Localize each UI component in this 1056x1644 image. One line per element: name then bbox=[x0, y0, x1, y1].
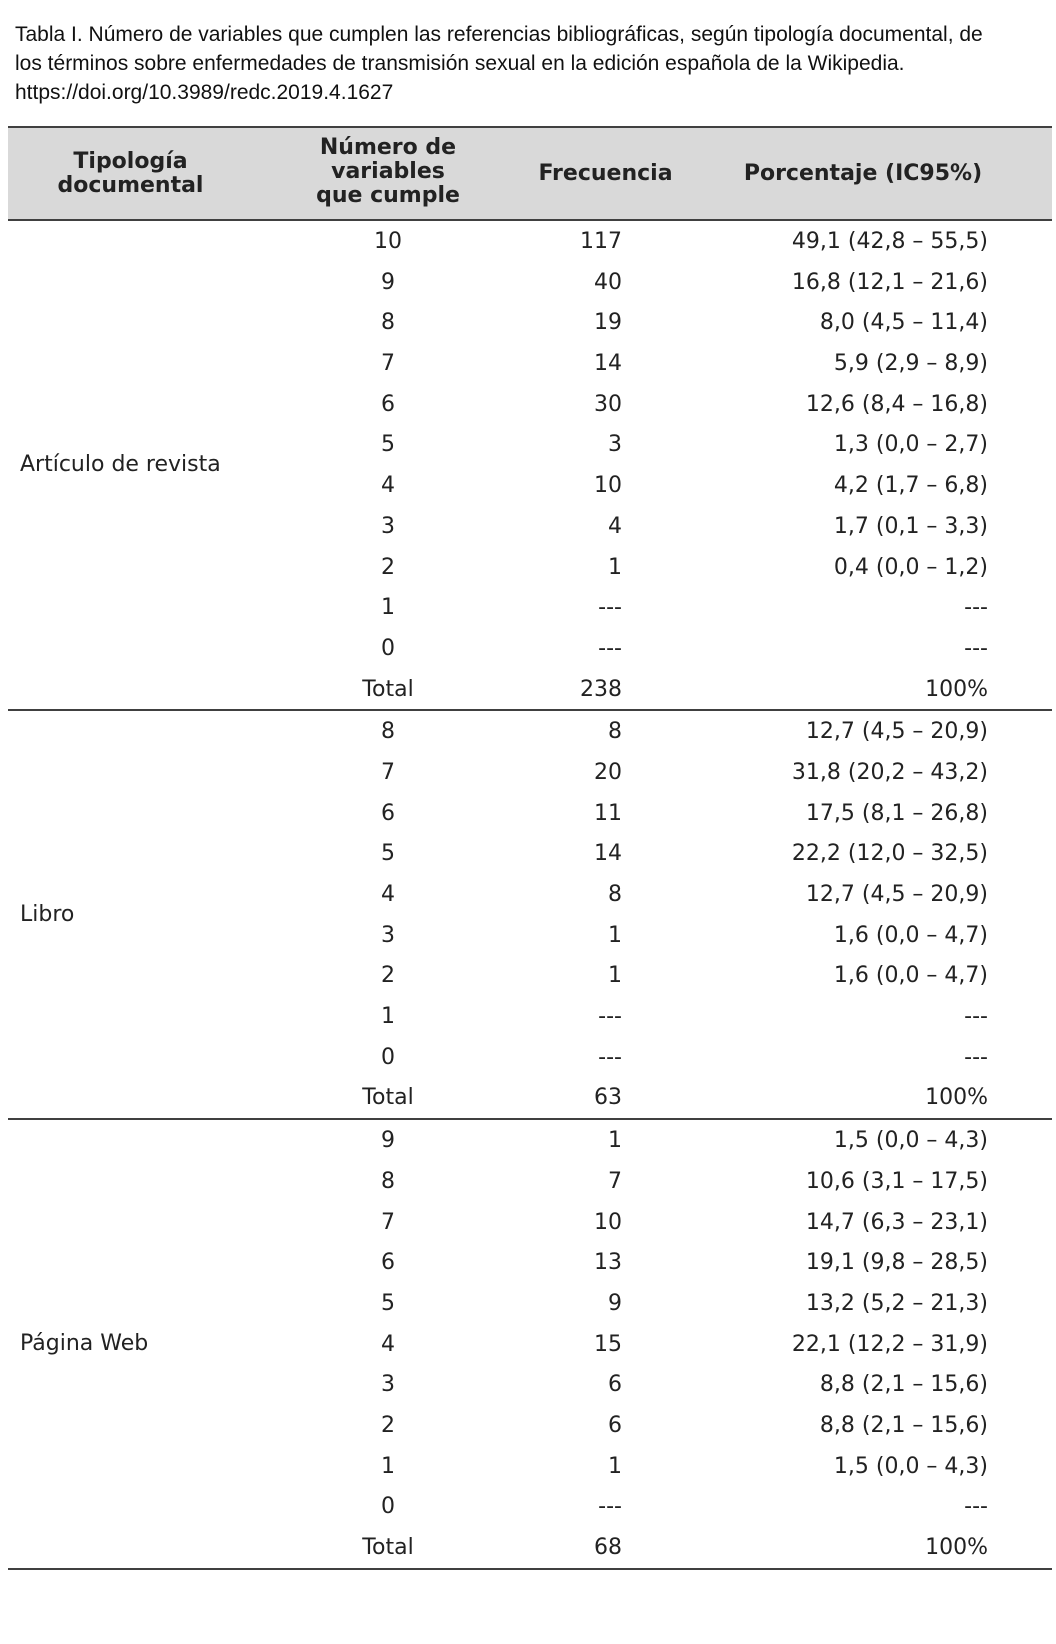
table-row bbox=[8, 669, 1052, 710]
cell-porcentaje: 1,6 (0,0 – 4,7) bbox=[833, 963, 988, 989]
caption-line-1: Tabla I. Número de variables que cumplen las referencias bibliográficas, según tipología documental, de bbox=[15, 23, 983, 46]
cell-frecuencia: 40 bbox=[594, 269, 622, 295]
data-table bbox=[8, 126, 1052, 1570]
cell-porcentaje: --- bbox=[964, 1494, 988, 1520]
cell-frecuencia: 117 bbox=[580, 229, 622, 254]
table-row bbox=[8, 221, 1052, 262]
cell-frecuencia: 1 bbox=[608, 1128, 622, 1154]
table-row bbox=[8, 1405, 1052, 1446]
cell-porcentaje: 10,6 (3,1 – 17,5) bbox=[805, 1168, 988, 1194]
cell-frecuencia: 9 bbox=[608, 1290, 622, 1316]
cell-variables: 0 bbox=[381, 1044, 395, 1070]
cell-variables: 3 bbox=[381, 1372, 395, 1398]
table-row bbox=[8, 1077, 1052, 1118]
cell-porcentaje: 5,9 (2,9 – 8,9) bbox=[833, 351, 988, 377]
cell-porcentaje: 17,5 (8,1 – 26,8) bbox=[805, 800, 988, 826]
cell-variables: 8 bbox=[381, 1168, 395, 1194]
table-row bbox=[8, 711, 1052, 752]
cell-porcentaje: 0,4 (0,0 – 1,2) bbox=[833, 554, 988, 580]
table-row bbox=[8, 1364, 1052, 1405]
cell-frecuencia: 3 bbox=[608, 432, 622, 458]
cell-porcentaje: 12,7 (4,5 – 20,9) bbox=[805, 719, 988, 745]
header-tipologia bbox=[8, 150, 253, 198]
table-row bbox=[8, 874, 1052, 915]
cell-porcentaje: 16,8 (12,1 – 21,6) bbox=[791, 269, 988, 295]
cell-frecuencia: 30 bbox=[594, 391, 622, 417]
cell-variables: 8 bbox=[381, 310, 395, 336]
cell-variables: 0 bbox=[381, 1494, 395, 1520]
cell-porcentaje: 100% bbox=[925, 676, 988, 702]
table-caption bbox=[15, 20, 1045, 107]
cell-frecuencia: 1 bbox=[608, 963, 622, 989]
table-row bbox=[8, 1527, 1052, 1568]
header-numero-line1: Número de bbox=[319, 135, 457, 160]
cell-porcentaje: --- bbox=[964, 1004, 988, 1030]
table-row bbox=[8, 628, 1052, 669]
cell-variables: 7 bbox=[381, 351, 395, 377]
table-row bbox=[8, 752, 1052, 793]
cell-variables: 7 bbox=[381, 759, 395, 785]
table-row bbox=[8, 343, 1052, 384]
cell-porcentaje: 100% bbox=[925, 1085, 988, 1111]
cell-porcentaje: 1,5 (0,0 – 4,3) bbox=[833, 1453, 988, 1479]
cell-frecuencia: 14 bbox=[594, 351, 622, 377]
table-row bbox=[8, 1242, 1052, 1283]
cell-porcentaje: 22,2 (12,0 – 32,5) bbox=[791, 841, 988, 867]
table-row bbox=[8, 1486, 1052, 1527]
table-row bbox=[8, 547, 1052, 588]
table-row bbox=[8, 384, 1052, 425]
cell-variables: 6 bbox=[381, 1250, 395, 1276]
table-row bbox=[8, 996, 1052, 1037]
cell-porcentaje: 1,7 (0,1 – 3,3) bbox=[833, 513, 988, 539]
group-label: Página Web bbox=[20, 1330, 149, 1356]
header-frecuencia: Frecuencia bbox=[538, 161, 673, 186]
table-group bbox=[8, 1118, 1052, 1570]
table-row bbox=[8, 1283, 1052, 1324]
cell-variables: 4 bbox=[381, 473, 395, 499]
cell-variables: 10 bbox=[374, 229, 402, 254]
cell-porcentaje: 8,0 (4,5 – 11,4) bbox=[819, 310, 988, 336]
table-row bbox=[8, 587, 1052, 628]
table-group bbox=[8, 709, 1052, 1118]
cell-variables: Total bbox=[362, 676, 414, 702]
table-row bbox=[8, 506, 1052, 547]
cell-variables: 9 bbox=[381, 1128, 395, 1154]
header-numero-line3: que cumple bbox=[316, 183, 460, 208]
cell-frecuencia: 10 bbox=[594, 473, 622, 499]
cell-porcentaje: 4,2 (1,7 – 6,8) bbox=[833, 473, 988, 499]
caption-doi-link[interactable]: https://doi.org/10.3989/redc.2019.4.1627 bbox=[15, 81, 394, 104]
cell-porcentaje: 1,5 (0,0 – 4,3) bbox=[833, 1128, 988, 1154]
cell-porcentaje: 8,8 (2,1 – 15,6) bbox=[819, 1412, 988, 1438]
table-row bbox=[8, 1202, 1052, 1243]
cell-variables: 2 bbox=[381, 1412, 395, 1438]
cell-frecuencia: 10 bbox=[594, 1209, 622, 1235]
cell-frecuencia: 6 bbox=[608, 1372, 622, 1398]
cell-variables: 3 bbox=[381, 922, 395, 948]
header-tipologia-line2: documental bbox=[57, 173, 204, 198]
cell-frecuencia: 63 bbox=[594, 1085, 622, 1111]
cell-porcentaje: 100% bbox=[925, 1535, 988, 1560]
cell-porcentaje: --- bbox=[964, 635, 988, 661]
cell-porcentaje: 49,1 (42,8 – 55,5) bbox=[791, 229, 988, 254]
cell-frecuencia: 19 bbox=[594, 310, 622, 336]
cell-porcentaje: 1,6 (0,0 – 4,7) bbox=[833, 922, 988, 948]
cell-frecuencia: --- bbox=[598, 635, 622, 661]
cell-frecuencia: --- bbox=[598, 1494, 622, 1520]
cell-variables: 5 bbox=[381, 841, 395, 867]
cell-porcentaje: 31,8 (20,2 – 43,2) bbox=[791, 759, 988, 785]
table-row bbox=[8, 262, 1052, 303]
table-row bbox=[8, 1120, 1052, 1161]
cell-variables: 1 bbox=[381, 595, 395, 621]
cell-variables: 5 bbox=[381, 1290, 395, 1316]
cell-porcentaje: 12,7 (4,5 – 20,9) bbox=[805, 882, 988, 907]
table-row bbox=[8, 915, 1052, 956]
cell-frecuencia: 1 bbox=[608, 1453, 622, 1479]
table-row bbox=[8, 793, 1052, 834]
cell-variables: 2 bbox=[381, 554, 395, 580]
cell-variables: 4 bbox=[381, 1331, 395, 1357]
cell-porcentaje: --- bbox=[964, 1044, 988, 1070]
table-row bbox=[8, 424, 1052, 465]
cell-porcentaje: 1,3 (0,0 – 2,7) bbox=[833, 432, 988, 458]
cell-frecuencia: 4 bbox=[608, 513, 622, 539]
header-porcentaje: Porcentaje (IC95%) bbox=[743, 161, 983, 186]
cell-variables: 6 bbox=[381, 391, 395, 417]
group-label: Libro bbox=[20, 901, 75, 927]
table-row bbox=[8, 1324, 1052, 1365]
group-label: Artículo de revista bbox=[20, 452, 221, 478]
cell-porcentaje: 22,1 (12,2 – 31,9) bbox=[791, 1331, 988, 1357]
cell-porcentaje: 13,2 (5,2 – 21,3) bbox=[805, 1290, 988, 1316]
cell-porcentaje: --- bbox=[964, 595, 988, 621]
cell-variables: 5 bbox=[381, 432, 395, 458]
table-row bbox=[8, 1161, 1052, 1202]
cell-frecuencia: 8 bbox=[608, 882, 622, 907]
cell-frecuencia: --- bbox=[598, 1044, 622, 1070]
cell-frecuencia: 20 bbox=[594, 759, 622, 785]
table-row bbox=[8, 1037, 1052, 1078]
cell-variables: 9 bbox=[381, 269, 395, 295]
cell-frecuencia: 7 bbox=[608, 1168, 622, 1194]
cell-porcentaje: 14,7 (6,3 – 23,1) bbox=[805, 1209, 988, 1235]
header-numero-line2: variables bbox=[331, 159, 445, 184]
cell-variables: Total bbox=[362, 1085, 414, 1111]
cell-frecuencia: 8 bbox=[608, 719, 622, 745]
table-row bbox=[8, 1446, 1052, 1487]
header-tipologia-line1: Tipología bbox=[73, 149, 188, 174]
cell-porcentaje: 19,1 (9,8 – 28,5) bbox=[805, 1250, 988, 1276]
table-row bbox=[8, 955, 1052, 996]
cell-porcentaje: 8,8 (2,1 – 15,6) bbox=[819, 1372, 988, 1398]
cell-variables: 2 bbox=[381, 963, 395, 989]
cell-frecuencia: 11 bbox=[594, 800, 622, 826]
cell-variables: 6 bbox=[381, 800, 395, 826]
table-row bbox=[8, 465, 1052, 506]
cell-frecuencia: 68 bbox=[594, 1535, 622, 1560]
table-body bbox=[8, 221, 1052, 1570]
cell-variables: 7 bbox=[381, 1209, 395, 1235]
cell-variables: 0 bbox=[381, 635, 395, 661]
cell-frecuencia: 15 bbox=[594, 1331, 622, 1357]
cell-frecuencia: 13 bbox=[594, 1250, 622, 1276]
cell-frecuencia: 14 bbox=[594, 841, 622, 867]
cell-variables: 4 bbox=[381, 882, 395, 907]
caption-line-2: los términos sobre enfermedades de transmisión sexual en la edición española de la Wikipedia. bbox=[15, 52, 905, 75]
cell-variables: Total bbox=[362, 1535, 414, 1560]
cell-frecuencia: 238 bbox=[580, 676, 622, 702]
cell-variables: 8 bbox=[381, 719, 395, 745]
cell-frecuencia: 1 bbox=[608, 554, 622, 580]
table-group bbox=[8, 221, 1052, 709]
table-header bbox=[8, 126, 1052, 221]
cell-variables: 1 bbox=[381, 1004, 395, 1030]
cell-variables: 1 bbox=[381, 1453, 395, 1479]
table-row bbox=[8, 833, 1052, 874]
cell-frecuencia: 1 bbox=[608, 922, 622, 948]
cell-porcentaje: 12,6 (8,4 – 16,8) bbox=[805, 391, 988, 417]
table-row bbox=[8, 302, 1052, 343]
cell-frecuencia: --- bbox=[598, 595, 622, 621]
cell-variables: 3 bbox=[381, 513, 395, 539]
cell-frecuencia: 6 bbox=[608, 1412, 622, 1438]
cell-frecuencia: --- bbox=[598, 1004, 622, 1030]
header-numero-variables bbox=[263, 136, 513, 208]
